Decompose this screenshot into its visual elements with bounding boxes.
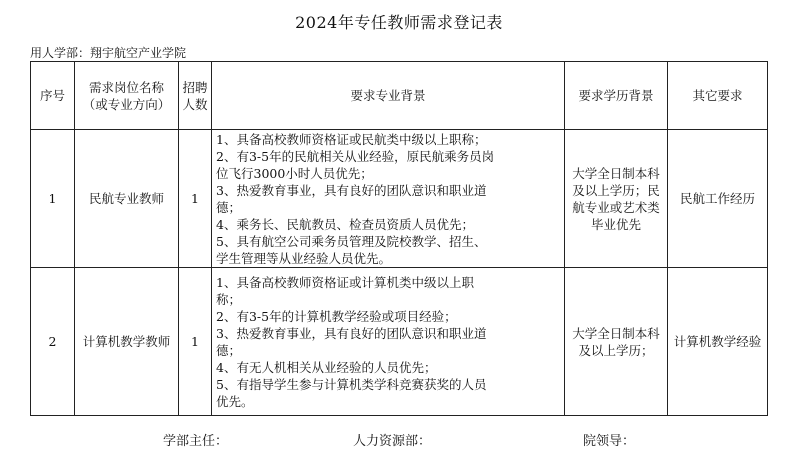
- row-background: [212, 130, 565, 268]
- background-line: 1、具备高校教师资格证或民航类中级以上职称；: [216, 131, 487, 147]
- signature-leader: 院领导：: [583, 434, 636, 449]
- row-other: 计算机教学经验: [668, 268, 768, 416]
- row-education: [565, 130, 668, 268]
- background-line: 德；: [216, 199, 242, 215]
- header-position: [75, 62, 179, 130]
- header-count-line2: 人数: [182, 96, 208, 112]
- background-line: 3、热爱教育事业，具有良好的团队意识和职业道: [216, 325, 487, 341]
- header-position-line2: （或专业方向）: [82, 96, 171, 112]
- row-seq: 1: [31, 130, 75, 268]
- header-count: [179, 62, 212, 130]
- table-row: [31, 268, 768, 416]
- signature-dept-head: 学部主任：: [163, 434, 229, 449]
- header-count-line1: 招聘: [182, 79, 208, 95]
- table-row: [31, 130, 768, 268]
- background-line: 2、有3-5年的民航相关从业经验，原民航乘务员岗: [216, 148, 495, 164]
- background-line: 德；: [216, 342, 242, 358]
- row-count: 1: [179, 268, 212, 416]
- background-line: 1、具备高校教师资格证或计算机类中级以上职: [216, 274, 474, 290]
- background-line: 称；: [216, 291, 242, 307]
- row-background: [212, 268, 565, 416]
- header-position-line1: 需求岗位名称: [88, 79, 164, 95]
- document-title: 2024年专任教师需求登记表: [295, 13, 503, 32]
- background-line: 5、具有航空公司乘务员管理及院校教学、招生、: [216, 233, 487, 249]
- background-line: 优先。: [216, 393, 254, 409]
- header-background: 要求专业背景: [212, 62, 565, 130]
- header-other: 其它要求: [668, 62, 768, 130]
- background-line: 2、有3-5年的计算机教学经验或项目经验；: [216, 308, 457, 324]
- employer-line: 用人学部：翔宇航空产业学院: [30, 46, 187, 60]
- row-seq: 2: [31, 268, 75, 416]
- row-position: 民航专业教师: [75, 130, 179, 268]
- requirements-table: [30, 61, 768, 416]
- background-line: 4、乘务长、民航教员、检查员资质人员优先；: [216, 216, 474, 232]
- education-line: 大学全日制本科: [572, 325, 660, 341]
- background-line: 4、有无人机相关从业经验的人员优先；: [216, 359, 437, 375]
- education-line: 及以上学历；民: [572, 182, 660, 198]
- row-count: 1: [179, 130, 212, 268]
- background-line: 位飞行3000小时人员优先；: [216, 165, 373, 181]
- education-line: 航专业或艺术类: [572, 199, 660, 215]
- background-line: 3、热爱教育事业，具有良好的团队意识和职业道: [216, 182, 487, 198]
- row-other: 民航工作经历: [668, 130, 768, 268]
- education-line: 及以上学历；: [578, 342, 654, 358]
- background-line: 学生管理等从业经验人员优先。: [216, 250, 392, 266]
- education-line: 大学全日制本科: [572, 165, 660, 181]
- row-position: 计算机教学教师: [75, 268, 179, 416]
- background-line: 5、有指导学生参与计算机类学科竞赛获奖的人员: [216, 376, 487, 392]
- education-line: 毕业优先: [590, 216, 641, 232]
- header-seq: 序号: [31, 62, 75, 130]
- signature-hr: 人力资源部：: [353, 434, 432, 449]
- row-education: [565, 268, 668, 416]
- table-header-row: [31, 62, 768, 130]
- header-education: 要求学历背景: [565, 62, 668, 130]
